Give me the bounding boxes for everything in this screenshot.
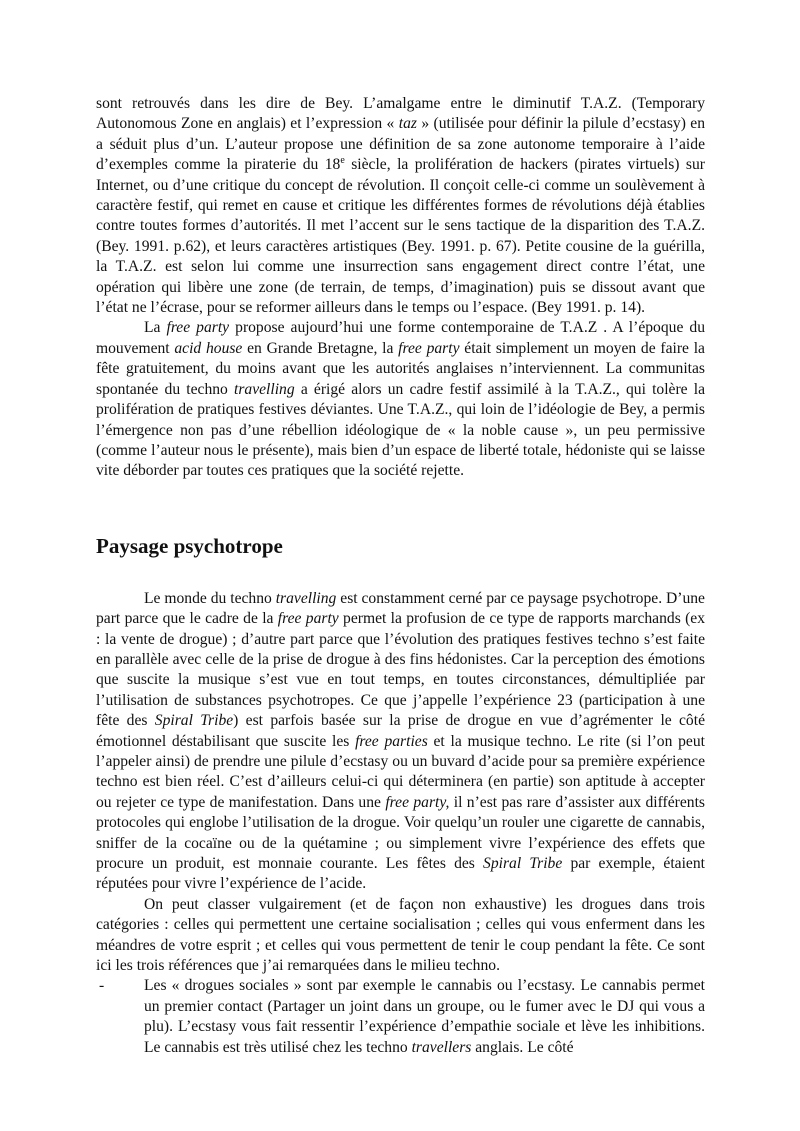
bullet-mark: - — [99, 977, 105, 995]
list-item: - Les « drogues sociales » sont par exemple le cannabis ou l’ecstasy. Le cannabis permet un premier contact (Partager un joint dans un groupe, ou le fumer avec le DJ qui vous a plu). L’ecstasy vous fait ressentir l’expérience d’empathie sociale et lève les inhibitions. Le cannabis est très utilisé chez les techno travellers anglais. Le côté — [99, 977, 705, 1056]
paragraph-taz-definition: sont retrouvés dans les dire de Bey. L’amalgame entre le diminutif T.A.Z. (Temporary Autonomous Zone en anglais) et l’expression « taz » (utilisée pour définir la pilule d’ecstasy) en a séduit plus d’un. L’auteur propose une définition de sa zone autonome temporaire à l’aide d’exemples comme la piraterie du 18e siècle, la prolifération de hackers (pirates virtuels) sur Internet, ou d’une critique du concept de révolution. Il conçoit celle-ci comme un soulèvement à caractère festif, qui remet en cause et critique les différentes formes de révolutions déjà établies contre toutes formes d’autorités. Il met l’accent sur le sens tactique de la disparition des T.A.Z. (Bey. 1991. p.62), et leurs caractères artistiques (Bey. 1991. p. 67). Petite cousine de la guérilla, la T.A.Z. est selon lui comme une insurrection sans engagement direct contre l’état, une opération qui libère une zone (de terrain, de temps, d’imagination) puis se dissout avant que l’état ne l’écrase, pour se reformer ailleurs dans le temps ou l’espace. (Bey 1991. p. 14). — [96, 95, 705, 317]
document-page — [96, 94, 705, 1058]
paragraph-psychotrope: Le monde du techno travelling est constamment cerné par ce paysage psychotrope. D’une part parce que le cadre de la free party permet la profusion de ce type de rapports marchands (ex : la vente de drogue) ; d’autre part parce que l’évolution des pratiques festives techno s’est faite en parallèle avec celle de la prise de drogue à des fins hédonistes. Car la perception des émotions que suscite la musique s’est vue en tout temps, en toutes circonstances, démultipliée par l’utilisation de substances psychotropes. Ce que j’appelle l’expérience 23 (participation à une fête des Spiral Tribe) est parfois basée sur la prise de drogue en vue d’agrémenter le côté émotionnel déstabilisant que suscite les free parties et la musique techno. Le rite (si l’on peut l’appeler ainsi) de prendre une pilule d’ecstasy ou un buvard d’acide pour sa première expérience techno est bien réel. C’est d’ailleurs celui-ci qui déterminera (en partie) son aptitude à accepter ou rejeter ce type de manifestation. Dans une free party, il n’est pas rare d’assister aux différents protocoles qui englobe l’utilisation de la drogue. Voir quelqu’un rouler une cigarette de cannabis, sniffer de la cocaïne ou de la quétamine ; ou simplement vivre l’expérience des effets que procure un produit, est monnaie courante. Les fêtes des Spiral Tribe par exemple, étaient réputées pour vivre l’expérience de l’acide. — [96, 589, 706, 893]
section-heading: Paysage psychotrope — [96, 533, 283, 558]
paragraph-drug-categories: On peut classer vulgairement (et de façon non exhaustive) les drogues dans trois catégories : celles qui permettent une certaine socialisation ; celles qui vous enferment dans les méandres de votre esprit ; et celles qui vous permettent de tenir le coup pendant la fête. Ce sont ici les trois références que j’ai remarquées dans le milieu techno. — [96, 895, 705, 975]
paragraph-free-party: La free party propose aujourd’hui une forme contemporaine de T.A.Z . A l’époque du mouvement acid house en Grande Bretagne, la free party était simplement un moyen de faire la fête gratuitement, du moins avant que les autorités anglaises n’interviennent. La communitas spontanée du techno travelling a érigé alors un cadre festif assimilé à la T.A.Z., qui tolère la prolifération de pratiques festives déviantes. Une T.A.Z., qui loin de l’idéologie de Bey, a permis l’émergence non pas d’une rébellion idéologique de « la noble cause », un peu permissive (comme l’auteur nous le présente), mais bien d’un espace de liberté totale, hédoniste qui se laisse vite déborder par toutes ces pratiques que la société rejette. — [96, 319, 705, 480]
